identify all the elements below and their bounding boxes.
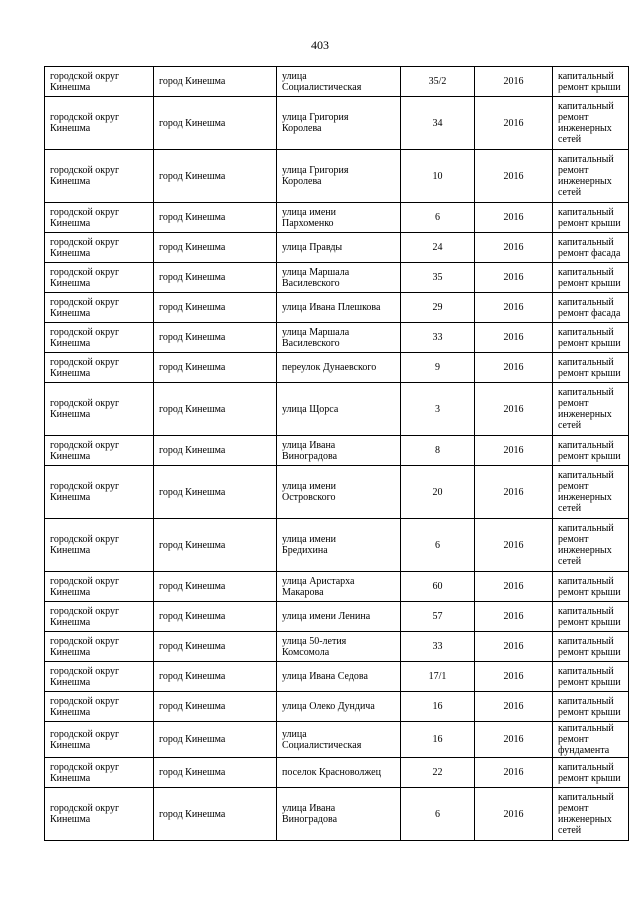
house-number-cell-text: 35/2 — [428, 76, 447, 87]
year-cell — [475, 722, 553, 758]
street-cell-text: улица Ивана Плешкова — [282, 302, 381, 313]
street-cell — [277, 602, 401, 632]
house-number-cell — [401, 263, 475, 293]
year-cell-text: 2016 — [503, 332, 524, 343]
district-cell — [45, 602, 154, 632]
year-cell-text: 2016 — [503, 445, 524, 456]
house-number-cell — [401, 519, 475, 572]
street-cell — [277, 97, 401, 150]
city-cell-text: город Кинешма — [159, 242, 226, 253]
year-cell-text: 2016 — [503, 671, 524, 682]
street-cell-text: улица Маршала Василевского — [282, 266, 350, 289]
house-number-cell — [401, 150, 475, 203]
district-cell — [45, 692, 154, 722]
work-type-cell — [553, 293, 629, 323]
district-cell — [45, 263, 154, 293]
year-cell — [475, 97, 553, 150]
street-cell — [277, 758, 401, 788]
work-type-cell-text: капитальный ремонт крыши — [558, 635, 621, 658]
year-cell-text: 2016 — [503, 611, 524, 622]
work-type-cell-text: капитальный ремонт крыши — [558, 70, 621, 93]
house-number-cell-text: 33 — [432, 641, 443, 652]
city-cell — [154, 233, 277, 263]
table-row — [45, 436, 629, 466]
city-cell — [154, 632, 277, 662]
house-number-cell — [401, 67, 475, 97]
city-cell-text: город Кинешма — [159, 362, 226, 373]
street-cell — [277, 692, 401, 722]
city-cell-text: город Кинешма — [159, 671, 226, 682]
work-type-cell — [553, 758, 629, 788]
district-cell — [45, 293, 154, 323]
street-cell-text: переулок Дунаевского — [282, 362, 377, 373]
table-row — [45, 692, 629, 722]
work-type-cell-text: капитальный ремонт фундамента — [558, 723, 614, 756]
street-cell-text: улица Григория Королева — [282, 165, 349, 187]
district-cell-text: городской округ Кинешма — [50, 266, 120, 289]
city-cell — [154, 722, 277, 758]
table-row — [45, 67, 629, 97]
year-cell — [475, 758, 553, 788]
district-cell-text: городской округ Кинешма — [50, 761, 120, 784]
district-cell-text: городской округ Кинешма — [50, 575, 120, 598]
district-cell-text: городской округ Кинешма — [50, 165, 120, 187]
district-cell — [45, 97, 154, 150]
district-cell — [45, 758, 154, 788]
table-row — [45, 788, 629, 841]
district-cell-text: городской округ Кинешма — [50, 398, 120, 420]
work-type-cell — [553, 632, 629, 662]
work-type-cell-text: капитальный ремонт крыши — [558, 605, 621, 628]
city-cell-text: город Кинешма — [159, 302, 226, 313]
work-type-cell-text: капитальный ремонт крыши — [558, 575, 621, 598]
table-row — [45, 233, 629, 263]
work-type-cell-text: капитальный ремонт крыши — [558, 695, 621, 718]
street-cell-text: улица имени Бредихина — [282, 534, 337, 556]
house-number-cell-text: 34 — [432, 117, 443, 129]
house-number-cell-text: 10 — [432, 170, 443, 182]
house-number-cell-text: 16 — [432, 701, 443, 712]
street-cell — [277, 353, 401, 383]
street-cell — [277, 788, 401, 841]
work-type-cell — [553, 572, 629, 602]
house-number-cell-text: 8 — [435, 445, 440, 456]
house-number-cell — [401, 788, 475, 841]
city-cell-text: город Кинешма — [159, 581, 226, 592]
table-row — [45, 353, 629, 383]
district-cell-text: городской округ Кинешма — [50, 695, 120, 718]
district-cell — [45, 383, 154, 436]
city-cell-text: город Кинешма — [159, 445, 226, 456]
table-row — [45, 203, 629, 233]
district-cell — [45, 722, 154, 758]
year-cell-text: 2016 — [503, 302, 524, 313]
table-row — [45, 519, 629, 572]
house-number-cell — [401, 436, 475, 466]
city-cell — [154, 758, 277, 788]
district-cell — [45, 788, 154, 841]
city-cell — [154, 692, 277, 722]
work-type-cell — [553, 383, 629, 436]
house-number-cell-text: 16 — [432, 734, 443, 745]
work-type-cell — [553, 150, 629, 203]
year-cell — [475, 263, 553, 293]
work-type-cell — [553, 602, 629, 632]
street-cell — [277, 293, 401, 323]
house-number-cell-text: 57 — [432, 611, 443, 622]
street-cell-text: улица Григория Королева — [282, 112, 349, 134]
year-cell — [475, 632, 553, 662]
street-cell-text: улица имени Пархоменко — [282, 206, 337, 229]
district-cell — [45, 203, 154, 233]
year-cell-text: 2016 — [503, 539, 524, 551]
year-cell-text: 2016 — [503, 170, 524, 182]
district-cell-text: городской округ Кинешма — [50, 635, 120, 658]
city-cell-text: город Кинешма — [159, 611, 226, 622]
city-cell-text: город Кинешма — [159, 272, 226, 283]
year-cell-text: 2016 — [503, 403, 524, 415]
street-cell-text: улица имени Островского — [282, 481, 337, 503]
house-number-cell — [401, 632, 475, 662]
work-type-cell-text: капитальный ремонт крыши — [558, 356, 621, 379]
street-cell — [277, 722, 401, 758]
street-cell-text: улица 50-летия Комсомола — [282, 635, 347, 658]
district-cell-text: городской округ Кинешма — [50, 439, 120, 462]
house-number-cell-text: 20 — [432, 486, 443, 498]
year-cell-text: 2016 — [503, 242, 524, 253]
street-cell — [277, 263, 401, 293]
year-cell — [475, 203, 553, 233]
street-cell — [277, 383, 401, 436]
street-cell — [277, 323, 401, 353]
city-cell-text: город Кинешма — [159, 117, 226, 129]
work-type-cell-text: капитальный ремонт фасада — [558, 296, 621, 319]
city-cell-text: город Кинешма — [159, 808, 226, 820]
district-cell — [45, 353, 154, 383]
house-number-cell-text: 6 — [435, 539, 440, 551]
table-row — [45, 632, 629, 662]
year-cell — [475, 150, 553, 203]
house-number-cell-text: 22 — [432, 767, 443, 778]
year-cell-text: 2016 — [503, 808, 524, 820]
house-number-cell — [401, 383, 475, 436]
district-cell-text: городской округ Кинешма — [50, 326, 120, 349]
work-type-cell-text: капитальный ремонт фасада — [558, 236, 621, 259]
year-cell — [475, 572, 553, 602]
year-cell — [475, 466, 553, 519]
district-cell-text: городской округ Кинешма — [50, 236, 120, 259]
city-cell — [154, 383, 277, 436]
work-type-cell — [553, 97, 629, 150]
street-cell — [277, 67, 401, 97]
district-cell-text: городской округ Кинешма — [50, 665, 120, 688]
district-cell — [45, 233, 154, 263]
year-cell — [475, 788, 553, 841]
year-cell — [475, 436, 553, 466]
district-cell-text: городской округ Кинешма — [50, 296, 120, 319]
house-number-cell-text: 60 — [432, 581, 443, 592]
city-cell — [154, 293, 277, 323]
work-type-cell — [553, 692, 629, 722]
city-cell-text: город Кинешма — [159, 767, 226, 778]
work-type-cell-text: капитальный ремонт крыши — [558, 206, 621, 229]
district-cell-text: городской округ Кинешма — [50, 605, 120, 628]
work-type-cell-text: капитальный ремонт крыши — [558, 665, 621, 688]
work-type-cell-text: капитальный ремонт крыши — [558, 326, 621, 349]
district-cell — [45, 466, 154, 519]
house-number-cell-text: 35 — [432, 272, 443, 283]
table-row — [45, 722, 629, 758]
year-cell — [475, 233, 553, 263]
table-row — [45, 662, 629, 692]
street-cell-text: улица Аристарха Макарова — [282, 575, 355, 598]
district-cell — [45, 632, 154, 662]
work-type-cell-text: капитальный ремонт инженерных сетей — [558, 470, 614, 514]
year-cell — [475, 353, 553, 383]
house-number-cell-text: 3 — [435, 403, 440, 415]
table-row — [45, 293, 629, 323]
table-row — [45, 758, 629, 788]
district-cell — [45, 67, 154, 97]
year-cell — [475, 692, 553, 722]
street-cell — [277, 150, 401, 203]
district-cell — [45, 519, 154, 572]
table-row — [45, 466, 629, 519]
city-cell-text: город Кинешма — [159, 734, 226, 745]
work-type-cell-text: капитальный ремонт инженерных сетей — [558, 387, 614, 431]
table-body — [45, 67, 629, 841]
year-cell — [475, 323, 553, 353]
city-cell — [154, 572, 277, 602]
city-cell — [154, 67, 277, 97]
street-cell-text: улица Социалистическая — [282, 70, 362, 93]
year-cell-text: 2016 — [503, 486, 524, 498]
housing-repair-table — [44, 66, 629, 841]
city-cell-text: город Кинешма — [159, 539, 226, 551]
city-cell-text: город Кинешма — [159, 641, 226, 652]
year-cell-text: 2016 — [503, 76, 524, 87]
work-type-cell — [553, 203, 629, 233]
city-cell — [154, 203, 277, 233]
city-cell — [154, 519, 277, 572]
table-row — [45, 150, 629, 203]
house-number-cell — [401, 692, 475, 722]
district-cell — [45, 662, 154, 692]
work-type-cell — [553, 263, 629, 293]
district-cell-text: городской округ Кинешма — [50, 112, 120, 134]
district-cell — [45, 436, 154, 466]
city-cell — [154, 150, 277, 203]
city-cell — [154, 788, 277, 841]
street-cell — [277, 436, 401, 466]
year-cell — [475, 519, 553, 572]
street-cell — [277, 662, 401, 692]
city-cell — [154, 662, 277, 692]
street-cell-text: улица Ивана Виноградова — [282, 439, 338, 462]
street-cell-text: улица Маршала Василевского — [282, 326, 350, 349]
street-cell-text: улица Ивана Седова — [282, 671, 368, 682]
district-cell-text: городской округ Кинешма — [50, 356, 120, 379]
city-cell-text: город Кинешма — [159, 332, 226, 343]
district-cell-text: городской округ Кинешма — [50, 803, 120, 825]
work-type-cell — [553, 436, 629, 466]
district-cell — [45, 572, 154, 602]
house-number-cell — [401, 97, 475, 150]
house-number-cell-text: 6 — [435, 808, 440, 820]
city-cell — [154, 97, 277, 150]
street-cell — [277, 519, 401, 572]
work-type-cell — [553, 233, 629, 263]
district-cell — [45, 150, 154, 203]
district-cell — [45, 323, 154, 353]
house-number-cell — [401, 293, 475, 323]
house-number-cell — [401, 758, 475, 788]
work-type-cell-text: капитальный ремонт инженерных сетей — [558, 154, 614, 198]
table-row — [45, 263, 629, 293]
work-type-cell — [553, 662, 629, 692]
year-cell-text: 2016 — [503, 767, 524, 778]
street-cell-text: улица Щорса — [282, 403, 339, 415]
house-number-cell — [401, 353, 475, 383]
house-number-cell — [401, 572, 475, 602]
work-type-cell — [553, 323, 629, 353]
house-number-cell-text: 29 — [432, 302, 443, 313]
work-type-cell-text: капитальный ремонт инженерных сетей — [558, 101, 614, 145]
street-cell — [277, 203, 401, 233]
city-cell-text: город Кинешма — [159, 403, 226, 415]
city-cell-text: город Кинешма — [159, 76, 226, 87]
district-cell-text: городской округ Кинешма — [50, 70, 120, 93]
city-cell-text: город Кинешма — [159, 486, 226, 498]
house-number-cell-text: 9 — [435, 362, 440, 373]
district-cell-text: городской округ Кинешма — [50, 481, 120, 503]
city-cell — [154, 263, 277, 293]
house-number-cell-text: 17/1 — [428, 671, 447, 682]
work-type-cell-text: капитальный ремонт крыши — [558, 266, 621, 289]
work-type-cell-text: капитальный ремонт крыши — [558, 439, 621, 462]
street-cell — [277, 572, 401, 602]
house-number-cell — [401, 323, 475, 353]
city-cell — [154, 323, 277, 353]
work-type-cell-text: капитальный ремонт инженерных сетей — [558, 792, 614, 836]
table-row — [45, 323, 629, 353]
table-row — [45, 602, 629, 632]
work-type-cell — [553, 519, 629, 572]
work-type-cell — [553, 722, 629, 758]
street-cell-text: улица Олеко Дундича — [282, 701, 375, 712]
work-type-cell — [553, 67, 629, 97]
district-cell-text: городской округ Кинешма — [50, 728, 120, 751]
year-cell — [475, 602, 553, 632]
work-type-cell — [553, 466, 629, 519]
year-cell — [475, 293, 553, 323]
year-cell-text: 2016 — [503, 734, 524, 745]
city-cell — [154, 353, 277, 383]
city-cell — [154, 466, 277, 519]
city-cell-text: город Кинешма — [159, 212, 226, 223]
street-cell — [277, 233, 401, 263]
year-cell-text: 2016 — [503, 117, 524, 129]
district-cell-text: городской округ Кинешма — [50, 206, 120, 229]
street-cell-text: улица имени Ленина — [282, 611, 371, 622]
year-cell-text: 2016 — [503, 641, 524, 652]
year-cell — [475, 662, 553, 692]
city-cell-text: город Кинешма — [159, 701, 226, 712]
house-number-cell — [401, 233, 475, 263]
district-cell-text: городской округ Кинешма — [50, 534, 120, 556]
page-number: 403 — [311, 38, 329, 52]
work-type-cell-text: капитальный ремонт крыши — [558, 761, 621, 784]
year-cell-text: 2016 — [503, 272, 524, 283]
house-number-cell-text: 6 — [435, 212, 440, 223]
city-cell — [154, 602, 277, 632]
house-number-cell — [401, 662, 475, 692]
street-cell-text: улица Правды — [282, 242, 343, 253]
street-cell — [277, 466, 401, 519]
street-cell-text: улица Социалистическая — [282, 728, 362, 751]
street-cell-text: поселок Красноволжец — [282, 767, 381, 778]
year-cell-text: 2016 — [503, 701, 524, 712]
city-cell-text: город Кинешма — [159, 170, 226, 182]
house-number-cell — [401, 466, 475, 519]
table-row — [45, 383, 629, 436]
year-cell — [475, 67, 553, 97]
work-type-cell — [553, 788, 629, 841]
work-type-cell — [553, 353, 629, 383]
city-cell — [154, 436, 277, 466]
house-number-cell — [401, 722, 475, 758]
table-row — [45, 572, 629, 602]
year-cell-text: 2016 — [503, 362, 524, 373]
street-cell-text: улица Ивана Виноградова — [282, 803, 338, 825]
house-number-cell-text: 33 — [432, 332, 443, 343]
work-type-cell-text: капитальный ремонт инженерных сетей — [558, 523, 614, 567]
house-number-cell-text: 24 — [432, 242, 443, 253]
year-cell — [475, 383, 553, 436]
table-row — [45, 97, 629, 150]
house-number-cell — [401, 203, 475, 233]
house-number-cell — [401, 602, 475, 632]
year-cell-text: 2016 — [503, 581, 524, 592]
year-cell-text: 2016 — [503, 212, 524, 223]
street-cell — [277, 632, 401, 662]
